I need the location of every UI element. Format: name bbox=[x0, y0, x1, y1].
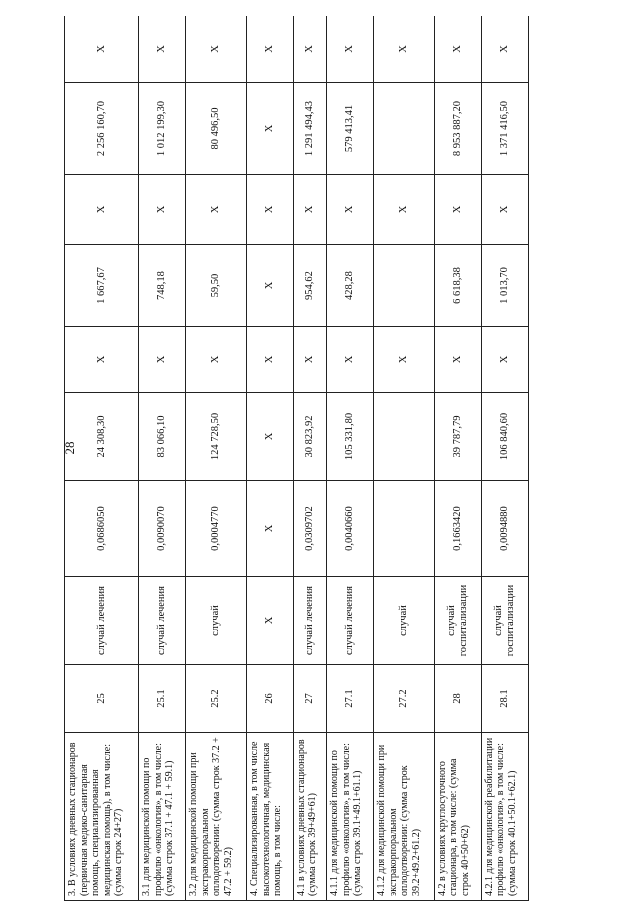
row-sum: 80 496,50 bbox=[186, 83, 247, 175]
row-norm-capita: 59,50 bbox=[186, 245, 247, 327]
row-x1: X bbox=[293, 327, 326, 393]
row-volume: 0,0090070 bbox=[139, 481, 186, 577]
rotated-table-container bbox=[64, 16, 529, 901]
row-unit: случай bbox=[374, 577, 435, 665]
row-name: 4.1.1 для медицинской помощи по профилю «онкология», в том числе: (сумма строк 39.1+49.1+61.1) bbox=[327, 733, 374, 901]
row-line-number: 28.1 bbox=[481, 665, 528, 733]
row-sum: 1 371 416,50 bbox=[481, 83, 528, 175]
row-norm-capita: 6 618,38 bbox=[434, 245, 481, 327]
row-line-number: 25.1 bbox=[139, 665, 186, 733]
row-x3: X bbox=[327, 16, 374, 83]
row-norm-capita: X bbox=[247, 245, 294, 327]
row-line-number: 27.1 bbox=[327, 665, 374, 733]
row-norm-capita: 1 013,70 bbox=[481, 245, 528, 327]
row-x3: X bbox=[434, 16, 481, 83]
row-cost: 105 331,80 bbox=[327, 393, 374, 481]
row-sum: 2 256 160,70 bbox=[65, 83, 139, 175]
row-x2: X bbox=[65, 175, 139, 245]
row-norm-capita: 748,18 bbox=[139, 245, 186, 327]
row-name: 3.1 для медицинской помощи по профилю «онкология», в том числе: (сумма строк 37.1 + 47.1 + 59.1) bbox=[139, 733, 186, 901]
row-x1: X bbox=[247, 327, 294, 393]
row-x3: X bbox=[186, 16, 247, 83]
row-x3: X bbox=[247, 16, 294, 83]
row-line-number: 27 bbox=[293, 665, 326, 733]
table-row bbox=[247, 16, 294, 901]
row-sum: 1 291 494,43 bbox=[293, 83, 326, 175]
row-x1: X bbox=[186, 327, 247, 393]
table-row bbox=[481, 16, 528, 901]
row-x3: X bbox=[139, 16, 186, 83]
row-x3: X bbox=[374, 16, 435, 83]
row-cost: 30 823,92 bbox=[293, 393, 326, 481]
table-row bbox=[139, 16, 186, 901]
row-cost bbox=[374, 393, 435, 481]
row-x2: X bbox=[139, 175, 186, 245]
row-line-number: 28 bbox=[434, 665, 481, 733]
row-x2: X bbox=[374, 175, 435, 245]
row-x3: X bbox=[481, 16, 528, 83]
row-name: 4.1.2 для медицинской помощи при экстракорпоральном оплодотворении: (сумма строк 39.2+49.2+61.2) bbox=[374, 733, 435, 901]
row-volume: 0,0004770 bbox=[186, 481, 247, 577]
row-volume: 0,1663420 bbox=[434, 481, 481, 577]
row-unit: случай лечения bbox=[139, 577, 186, 665]
page-number: 28 bbox=[62, 441, 77, 455]
row-cost: 83 066,10 bbox=[139, 393, 186, 481]
row-x1: X bbox=[434, 327, 481, 393]
row-line-number: 25.2 bbox=[186, 665, 247, 733]
row-x1: X bbox=[65, 327, 139, 393]
row-unit: случай лечения bbox=[327, 577, 374, 665]
row-cost: 124 728,50 bbox=[186, 393, 247, 481]
row-volume: X bbox=[247, 481, 294, 577]
table-row bbox=[434, 16, 481, 901]
table-row bbox=[374, 16, 435, 901]
row-sum: 579 413,41 bbox=[327, 83, 374, 175]
row-volume: 0,0094880 bbox=[481, 481, 528, 577]
table-row bbox=[186, 16, 247, 901]
row-x2: X bbox=[481, 175, 528, 245]
row-x1: X bbox=[481, 327, 528, 393]
row-unit: случай госпитализации bbox=[434, 577, 481, 665]
row-unit: случай лечения bbox=[293, 577, 326, 665]
row-sum: 1 012 199,30 bbox=[139, 83, 186, 175]
table-body bbox=[65, 16, 529, 901]
row-line-number: 26 bbox=[247, 665, 294, 733]
row-cost: 24 308,30 bbox=[65, 393, 139, 481]
row-x2: X bbox=[293, 175, 326, 245]
row-sum: 8 953 887,20 bbox=[434, 83, 481, 175]
tariff-table bbox=[64, 16, 529, 901]
row-unit: случай лечения bbox=[65, 577, 139, 665]
row-name: 4. Специализированная, в том числе высокотехнологичная, медицинская помощь, в том числе: bbox=[247, 733, 294, 901]
row-norm-capita bbox=[374, 245, 435, 327]
row-x3: X bbox=[65, 16, 139, 83]
row-x2: X bbox=[186, 175, 247, 245]
row-unit: случай bbox=[186, 577, 247, 665]
row-volume: 0,0686050 bbox=[65, 481, 139, 577]
row-sum bbox=[374, 83, 435, 175]
row-x1: X bbox=[327, 327, 374, 393]
row-cost: 39 787,79 bbox=[434, 393, 481, 481]
row-name: 3. В условиях дневных стационаров (первичная медико-санитарная помощь, специализированная медицинская помощь), в том числе: (сумма строк 24+27) bbox=[65, 733, 139, 901]
row-cost: X bbox=[247, 393, 294, 481]
row-unit: X bbox=[247, 577, 294, 665]
row-name: 4.2 в условиях круглосуточного стационара, в том числе: (сумма строк 40+50+62) bbox=[434, 733, 481, 901]
row-name: 3.2 для медицинской помощи при экстракорпоральном оплодотворении: (сумма строк 37.2 + 47.2 + 59.2) bbox=[186, 733, 247, 901]
row-x1: X bbox=[374, 327, 435, 393]
row-x3: X bbox=[293, 16, 326, 83]
row-x2: X bbox=[247, 175, 294, 245]
table-row bbox=[327, 16, 374, 901]
row-line-number: 25 bbox=[65, 665, 139, 733]
table-row bbox=[65, 16, 139, 901]
row-volume: 0,0309702 bbox=[293, 481, 326, 577]
row-volume bbox=[374, 481, 435, 577]
row-volume: 0,0040660 bbox=[327, 481, 374, 577]
table-row bbox=[293, 16, 326, 901]
row-name: 4.2.1 для медицинской реабилитации профилю «онкология», в том числе: (сумма строк 40.1+50.1+62.1) bbox=[481, 733, 528, 901]
row-unit: случай госпитализации bbox=[481, 577, 528, 665]
row-line-number: 27.2 bbox=[374, 665, 435, 733]
row-norm-capita: 1 667,67 bbox=[65, 245, 139, 327]
row-norm-capita: 954,62 bbox=[293, 245, 326, 327]
row-sum: X bbox=[247, 83, 294, 175]
row-x2: X bbox=[434, 175, 481, 245]
row-name: 4.1 в условиях дневных стационаров (сумма строк 39+49+61) bbox=[293, 733, 326, 901]
row-norm-capita: 428,28 bbox=[327, 245, 374, 327]
row-x2: X bbox=[327, 175, 374, 245]
row-x1: X bbox=[139, 327, 186, 393]
row-cost: 106 840,60 bbox=[481, 393, 528, 481]
